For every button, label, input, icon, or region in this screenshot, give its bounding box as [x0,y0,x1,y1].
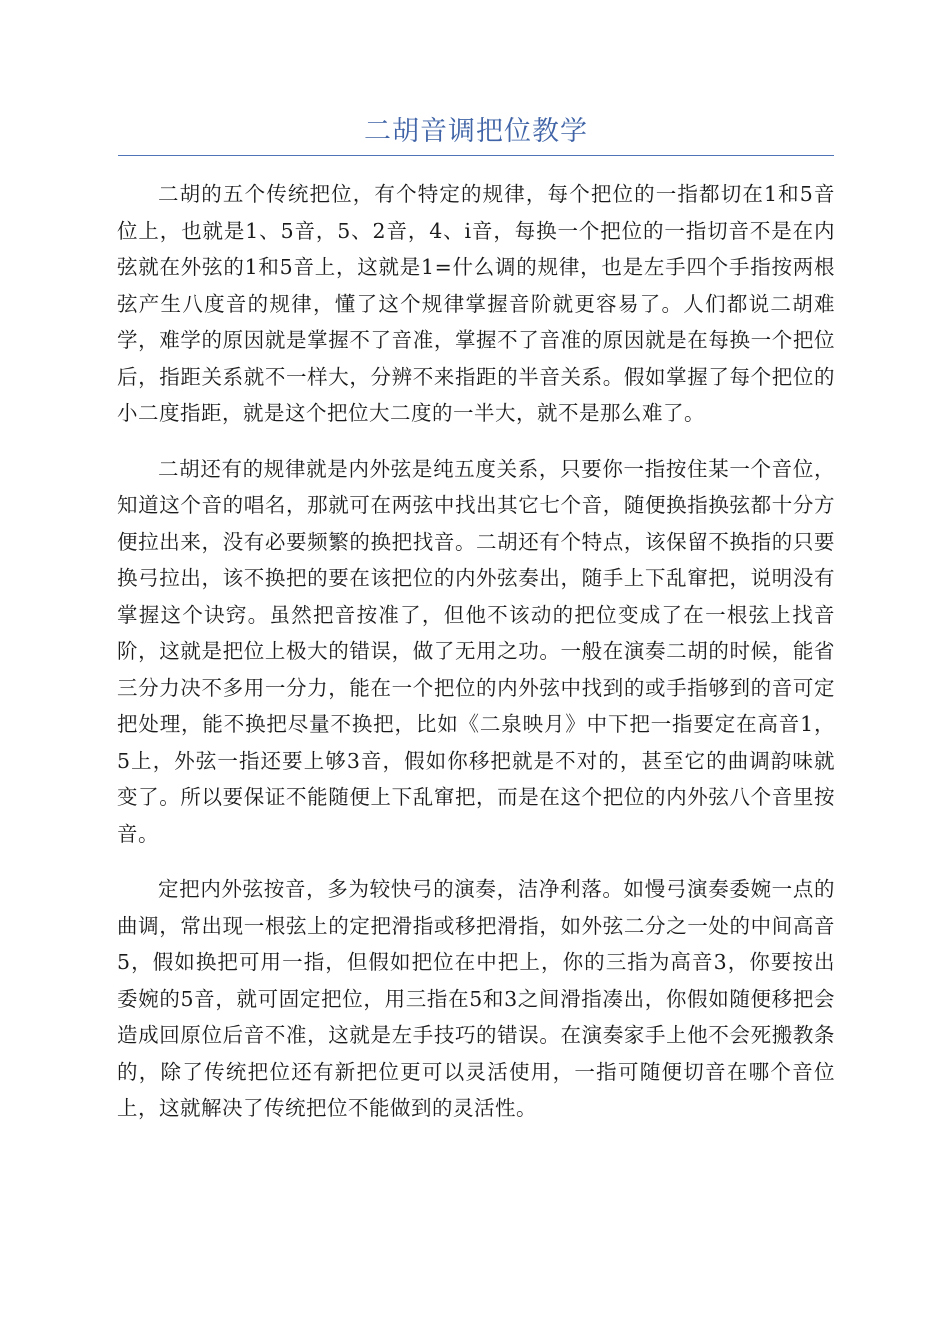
paragraph-3: 定把内外弦按音，多为较快弓的演奏，洁净利落。如慢弓演奏委婉一点的曲调，常出现一根弦上的定把滑指或移把滑指，如外弦二分之一处的中间高音5，假如换把可用一指，但假如把位在中把上，你的三指为高音3，你要按出委婉的5音，就可固定把位，用三指在5和3之间滑指凑出，你假如随便移把会造成回原位后音不准，这就是左手技巧的错误。在演奏家手上他不会死搬教条的，除了传统把位还有新把位更可以灵活使用，一指可随便切音在哪个音位上，这就解决了传统把位不能做到的灵活性。 [117,877,835,1120]
paragraph-1: 二胡的五个传统把位，有个特定的规律，每个把位的一指都切在1和5音位上，也就是1、5音，5、2音，4、i音，每换一个把位的一指切音不是在内弦就在外弦的1和5音上，这就是1=什么调的规律，也是左手四个手指按两根弦产生八度音的规律，懂了这个规律掌握音阶就更容易了。人们都说二胡难学，难学的原因就是掌握不了音准，掌握不了音准的原因就是在每换一个把位后，指距关系就不一样大，分辨不来指距的半音关系。假如掌握了每个把位的小二度指距，就是这个把位大二度的一半大，就不是那么难了。 [117,182,835,425]
document-title: 二胡音调把位教学 [364,116,588,147]
paragraph-2: 二胡还有的规律就是内外弦是纯五度关系，只要你一指按住某一个音位，知道这个音的唱名，那就可在两弦中找出其它七个音，随便换指换弦都十分方便拉出来，没有必要频繁的换把找音。二胡还有个特点，该保留不换指的只要换弓拉出，该不换把的要在该把位的内外弦奏出，随手上下乱窜把，说明没有掌握这个诀窍。虽然把音按准了，但他不该动的把位变成了在一根弦上找音阶，这就是把位上极大的错误，做了无用之功。一般在演奏二胡的时候，能省三分力决不多用一分力，能在一个把位的内外弦中找到的或手指够到的音可定把处理，能不换把尽量不换把，比如《二泉映月》中下把一指要定在高音1，5上，外弦一指还要上够3音，假如你移把就是不对的，甚至它的曲调韵味就变了。所以要保证不能随便上下乱窜把，而是在这个把位的内外弦八个音里按音。 [117,456,835,846]
title-underline [118,155,834,156]
document-body [117,176,835,1146]
